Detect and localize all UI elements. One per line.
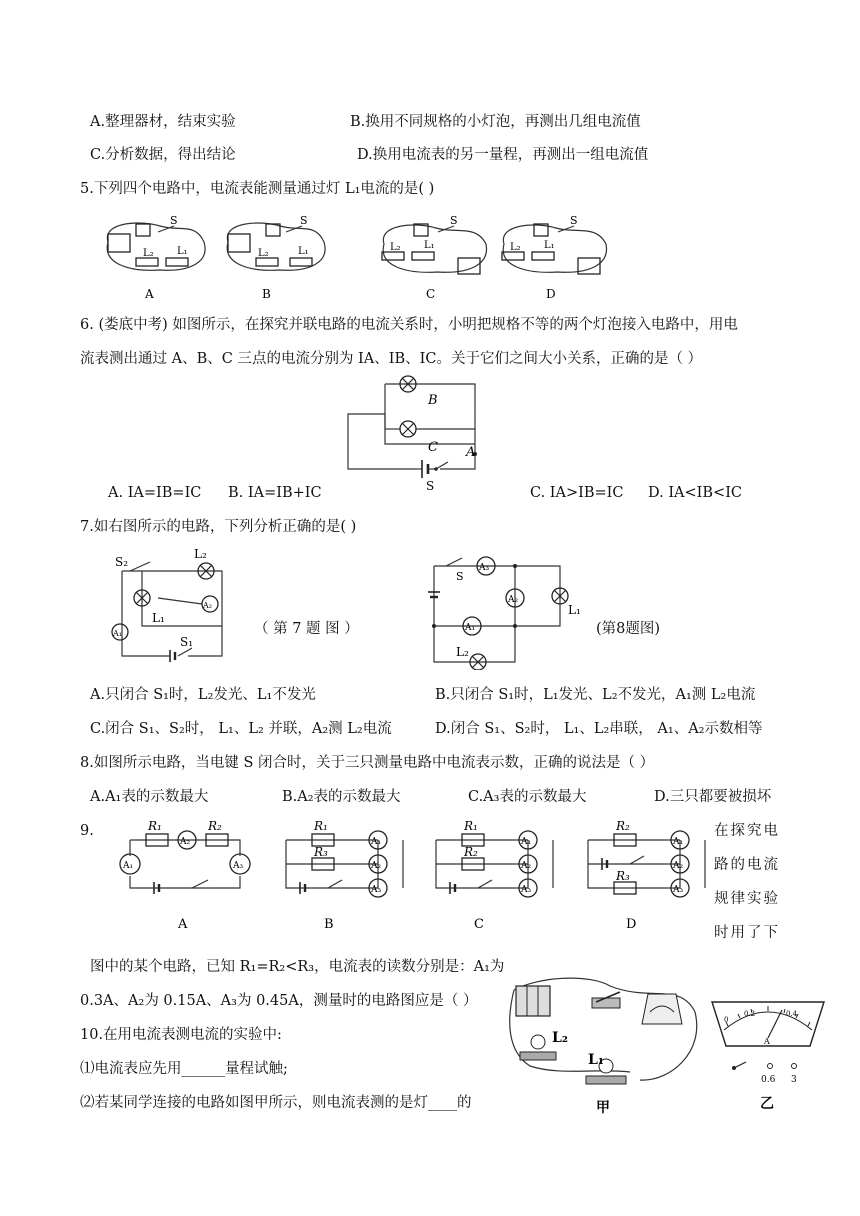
ammeter-a1-label: A₁: [123, 861, 134, 871]
q10-figure-yi: [706, 984, 830, 1114]
point-b-label: B: [428, 393, 438, 408]
q5-figure-b: [220, 212, 330, 304]
lamp-l2-label: L₂: [552, 1030, 568, 1046]
switch-icon: [446, 558, 462, 566]
ammeter-a3-label: A₃: [673, 885, 684, 895]
switch-label: S: [300, 214, 308, 227]
figure-label-d: D: [626, 917, 637, 932]
switch-icon: [478, 880, 492, 888]
lamp-l1-label: L₁: [588, 1052, 604, 1068]
lamp-l2-label: L₂: [194, 547, 207, 561]
switch-label: S: [456, 570, 464, 583]
switch-label: S: [450, 214, 458, 227]
battery-icon: [136, 224, 150, 236]
ammeter-a2-label: A₂: [180, 837, 191, 847]
q10-stem: 10.在用电流表测电流的实验中:: [80, 1027, 282, 1043]
point-c-label: C: [428, 440, 438, 455]
q10-figure-jia: [500, 972, 705, 1120]
resistor-r2-label: R₂: [616, 819, 630, 833]
switch-icon: [328, 880, 342, 888]
lamp-l1-label: L₁: [568, 603, 581, 617]
terminal-3-label: 3: [791, 1075, 797, 1085]
q4-option-b: B.换用不同规格的小灯泡，再测出几组电流值: [350, 114, 641, 130]
q4-option-a: A.整理器材，结束实验: [90, 114, 236, 130]
ammeter-a2-label: A₂: [371, 861, 382, 871]
lamp-base-icon: [412, 252, 434, 260]
q5-figure-c: [376, 212, 492, 304]
dial-unit-label: A: [764, 1037, 770, 1046]
fig8-caption: (第8题图): [596, 621, 661, 637]
q9-side-line4: 时用了下: [714, 925, 780, 941]
q9-figure-a: [112, 818, 262, 938]
lamp-l1-label: L₁: [177, 246, 188, 257]
q9-figure-d: [580, 818, 710, 938]
q7-option-b: B.只闭合 S₁时，L₁发光、L₂不发光，A₁测 L₂电流: [435, 687, 756, 703]
q7-option-a: A.只闭合 S₁时，L₂发光、L₁不发光: [90, 687, 316, 703]
resistor-r3-label: R₃: [616, 869, 630, 883]
q9-number: 9.: [80, 823, 94, 839]
point-a-label: A: [466, 445, 476, 460]
ammeter-icon: [642, 994, 682, 1024]
lamp-l2-label: L₂: [510, 242, 521, 253]
figure-label-c: C: [426, 287, 436, 301]
terminal-06-label: 0.6: [761, 1075, 776, 1085]
q7-option-c: C.闭合 S₁、S₂时， L₁、L₂ 并联，A₂测 L₂电流: [90, 721, 392, 737]
dial-02-label: 0.2: [744, 1010, 756, 1018]
q9-figure-c: [428, 818, 558, 938]
ammeter-a2-label: A₂: [203, 601, 212, 610]
figure-label-b: B: [324, 917, 334, 932]
switch-label: S: [426, 479, 435, 493]
switch-icon: [192, 880, 208, 888]
q6-circuit-figure: [340, 374, 500, 494]
battery-icon: [516, 986, 550, 1016]
q6-option-b: B. IA=IB+IC: [228, 485, 322, 501]
figure-label-a: A: [178, 917, 188, 932]
fig7-caption: （ 第 7 题 图 ）: [254, 621, 359, 637]
q9-text-line3: 0.3A、A₂为 0.15A、A₃为 0.45A，测量时的电路图应是（ ）: [80, 993, 478, 1009]
terminal-icon: [792, 1064, 797, 1069]
switch-icon: [630, 856, 644, 864]
figure-label-yi: 乙: [760, 1096, 774, 1112]
q7-circuit-figure: [100, 546, 250, 668]
switch-label: S: [170, 214, 178, 227]
lamp-icon: [531, 1035, 545, 1049]
ammeter-a1-label: A₁: [465, 623, 476, 633]
q9-text-line2: 图中的某个电路，已知 R₁=R₂<R₃，电流表的读数分别是：A₁为: [90, 959, 505, 975]
q6-stem-line1: 6. (娄底中考) 如图所示，在探究并联电路的电流关系时，小明把规格不等的两个灯泡接入电路中，用电: [80, 317, 738, 333]
ammeter-a3-label: A₃: [521, 885, 532, 895]
q5-stem: 5.下列四个电路中，电流表能测量通过灯 L₁电流的是( ): [80, 181, 435, 197]
switch-icon: [592, 998, 620, 1008]
ammeter-a1-label: A₁: [521, 837, 532, 847]
resistor-r1-label: R₁: [314, 819, 328, 833]
ammeter-a3-label: A₃: [233, 861, 244, 871]
lamp-l2-label: L₂: [390, 242, 401, 253]
switch-icon: [130, 562, 150, 571]
switch-icon: [436, 462, 448, 469]
figure-label-c: C: [474, 917, 484, 932]
dial-04-label: 0.4: [786, 1010, 798, 1018]
resistor-r2-label: R₂: [464, 845, 478, 859]
lamp-base-icon: [166, 258, 188, 266]
ammeter-a1-label: A₁: [673, 837, 684, 847]
q7-stem: 7.如右图所示的电路，下列分析正确的是( ): [80, 519, 357, 535]
lamp-base-icon: [136, 258, 158, 266]
ammeter-icon: [228, 234, 250, 252]
ammeter-a1-label: A₁: [113, 629, 122, 638]
q6-option-c: C. IA>IB=IC: [530, 485, 624, 501]
ammeter-a2-label: A₂: [521, 861, 532, 871]
q8-stem: 8.如图所示电路，当电键 S 闭合时，关于三只测量电路中电流表示数，正确的说法是（ ）: [80, 755, 655, 771]
lamp-base-icon: [520, 1052, 556, 1060]
terminal-icon: [768, 1064, 773, 1069]
q6-stem-line2: 流表测出通过 A、B、C 三点的电流分别为 IA、IB、IC。关于它们之间大小关系，正确的是（ ）: [80, 351, 703, 367]
lamp-l1-label: L₁: [544, 240, 555, 251]
figure-label-a: A: [145, 287, 154, 301]
q4-option-d: D.换用电流表的另一量程，再测出一组电流值: [357, 147, 649, 163]
resistor-r1-label: R₁: [148, 819, 162, 833]
switch-label: S: [570, 214, 578, 227]
switch-icon: [178, 648, 192, 656]
ammeter-a2-label: A₂: [673, 861, 684, 871]
lamp-base-icon: [290, 258, 312, 266]
q8-option-b: B.A₂表的示数最大: [282, 789, 401, 805]
q6-option-a: A. IA=IB=IC: [108, 485, 202, 501]
switch-s1-label: S₁: [180, 635, 194, 649]
q8-option-c: C.A₃表的示数最大: [468, 789, 587, 805]
q9-figure-b: [278, 818, 408, 938]
resistor-r1-label: R₁: [464, 819, 478, 833]
q10-part2: ⑵若某同学连接的电路如图甲所示，则电流表测的是灯____的: [80, 1095, 472, 1111]
figure-label-jia: 甲: [596, 1100, 610, 1116]
lamp-l1-label: L₁: [424, 240, 435, 251]
dial-zero-label: 0: [724, 1016, 729, 1024]
lamp-base-icon: [586, 1076, 626, 1084]
q6-option-d: D. IA<IB<IC: [648, 485, 743, 501]
ammeter-a2-label: A₂: [508, 595, 519, 605]
lamp-l2-label: L₂: [258, 248, 269, 259]
q7-option-d: D.闭合 S₁、S₂时， L₁、L₂串联， A₁、A₂示数相等: [435, 721, 763, 737]
lamp-l1-label: L₁: [298, 246, 309, 257]
q10-part1: ⑴电流表应先用______量程试触;: [80, 1061, 288, 1077]
q8-option-a: A.A₁表的示数最大: [90, 789, 209, 805]
q8-circuit-figure: [420, 552, 590, 670]
resistor-r3-label: R₃: [314, 845, 328, 859]
ammeter-icon: [108, 234, 130, 252]
resistor-r2-label: R₂: [208, 819, 222, 833]
q5-figure-d: [496, 212, 612, 304]
lamp-l2-label: L₂: [143, 248, 154, 259]
lamp-l1-label: L₁: [152, 611, 165, 625]
lamp-base-icon: [256, 258, 278, 266]
q9-side-line3: 规律实验: [714, 891, 780, 907]
q9-side-line1: 在探究电: [714, 823, 780, 839]
lamp-l2-label: L₂: [456, 645, 469, 659]
figure-label-d: D: [546, 287, 556, 301]
ammeter-a3-label: A₃: [371, 885, 382, 895]
q9-side-line2: 路的电流: [714, 857, 780, 873]
q5-figure-a: [100, 212, 210, 304]
lamp-base-icon: [532, 252, 554, 260]
ammeter-a3-label: A₃: [479, 563, 490, 573]
figure-label-b: B: [262, 287, 271, 301]
ammeter-a1-label: A₁: [371, 837, 382, 847]
switch-s2-label: S₂: [115, 555, 129, 569]
q4-option-c: C.分析数据，得出结论: [90, 147, 236, 163]
q8-option-d: D.三只都要被损坏: [654, 789, 772, 805]
